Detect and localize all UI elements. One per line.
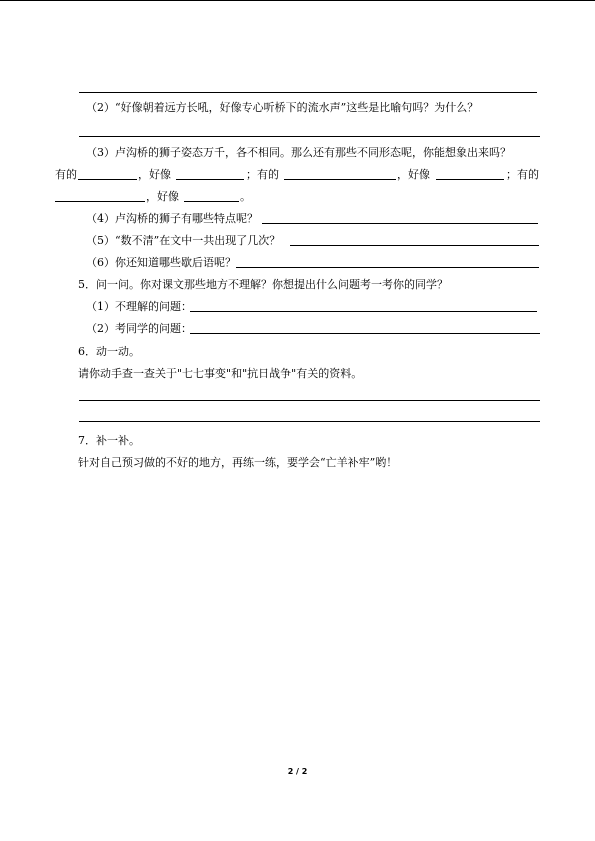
q3-line2-a: 有的 (55, 168, 77, 181)
section-7-title: 7．补一补。 (78, 434, 140, 447)
section-5-item-2: （2）考同学的问题： (86, 322, 192, 335)
question-4: （4）卢沟桥的狮子有哪些特点呢？ (86, 212, 258, 225)
q3-line2-d: ，好像 (397, 168, 430, 181)
question-6: （6）你还知道哪些歇后语呢？ (86, 256, 236, 269)
question-3: （3）卢沟桥的狮子姿态万千，各不相同。那么还有那些不同形态呢，你能想象出来吗？ (86, 146, 511, 159)
section-5-item-1: （1）不理解的问题： (86, 300, 192, 313)
q3-line2-e: ；有的 (506, 168, 539, 181)
section-6-instruction: 请你动手查一查关于"七七事变"和"抗日战争"有关的资料。 (78, 367, 363, 380)
answer-line-q4[interactable] (262, 223, 538, 224)
answer-line-s6-1[interactable] (79, 400, 540, 401)
section-5-title: 5．问一问。你对课文那些地方不理解？你想提出什么问题考一考你的同学？ (78, 278, 448, 291)
answer-line-q6[interactable] (236, 267, 539, 268)
q3-blank-4[interactable] (436, 179, 504, 180)
section-7-instruction: 针对自己预习做的不好的地方，再练一练，要学会“亡羊补牢”哟！ (78, 456, 398, 469)
q3-blank-5[interactable] (55, 201, 145, 202)
q3-blank-3[interactable] (284, 179, 396, 180)
answer-line-s5-1[interactable] (190, 311, 537, 312)
q3-line2-b: ，好像 (138, 168, 171, 181)
q3-line3-a: ，好像 (146, 190, 179, 203)
page-number: 2 / 2 (287, 767, 308, 776)
answer-line-q5[interactable] (290, 245, 539, 246)
answer-line-s5-2[interactable] (190, 333, 540, 334)
section-6-title: 6．动一动。 (78, 345, 140, 358)
q3-blank-1[interactable] (78, 179, 137, 180)
q3-line2-c: ；有的 (246, 168, 279, 181)
question-2: （2）“好像朝着远方长吼，好像专心听桥下的流水声”这些是比喻句吗？为什么？ (86, 101, 479, 114)
q3-blank-2[interactable] (176, 179, 244, 180)
q3-line3-period: 。 (240, 190, 251, 203)
answer-line-q2[interactable] (79, 136, 540, 137)
answer-line-s6-2[interactable] (79, 421, 540, 422)
page-top-border (0, 0, 595, 1)
question-5: （5）“数不清”在文中一共出现了几次？ (86, 234, 281, 247)
answer-line-prev[interactable] (79, 92, 537, 93)
q3-blank-6[interactable] (184, 201, 239, 202)
